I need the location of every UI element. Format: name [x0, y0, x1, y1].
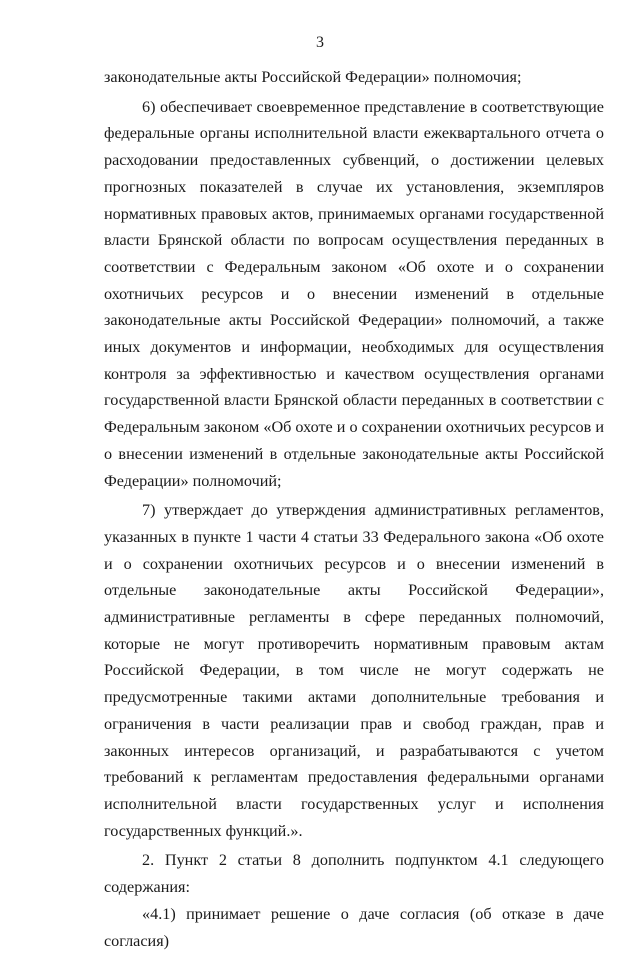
- document-body: [104, 64, 604, 954]
- page-number: 3: [316, 34, 324, 51]
- paragraph-item-7: 7) утверждает до утверждения административных регламентов, указанных в пункте 1 части 4 статьи 33 Федерального закона «Об охоте и о сохранении охотничьих ресурсов и о внесении изменений в отдельные законодательные акты Российской Федерации», административные регламенты в сфере переданных полномочий, которые не могут противоречить нормативным правовым актам Российской Федерации, в том числе не могут содержать не предусмотренные такими актами дополнительные требования и ограничения в части реализации прав и свобод граждан, прав и законных интересов организаций, и разрабатываются с учетом требований к регламентам предоставления федеральными органами исполнительной власти государственных услуг и исполнения государственных функций.».: [104, 501, 604, 840]
- paragraph-point-2: 2. Пункт 2 статьи 8 дополнить подпунктом 4.1 следующего содержания:: [104, 851, 604, 897]
- paragraph-quote-4-1: «4.1) принимает решение о даче согласия (об отказе в даче согласия): [104, 904, 604, 950]
- paragraph-item-6: 6) обеспечивает своевременное представление в соответствующие федеральные органы исполнительной власти ежеквартального отчета о расходовании предоставленных субвенций, о достижении целевых прогнозных показателей в случае их установления, экземпляров нормативных правовых актов, принимаемых органами государственной власти Брянской области по вопросам осуществления переданных в соответствии с Федеральным законом «Об охоте и о сохранении охотничьих ресурсов и о внесении изменений в отдельные законодательные акты Российской Федерации» полномочий, а также иных документов и информации, необходимых для осуществления контроля за эффективностью и качеством осуществления органами государственной власти Брянской области переданных в соответствии с Федеральным законом «Об охоте и о сохранении охотничьих ресурсов и о внесении изменений в отдельные законодательные акты Российской Федерации» полномочий;: [104, 97, 604, 490]
- paragraph-continuation: законодательные акты Российской Федерации» полномочия;: [104, 68, 522, 86]
